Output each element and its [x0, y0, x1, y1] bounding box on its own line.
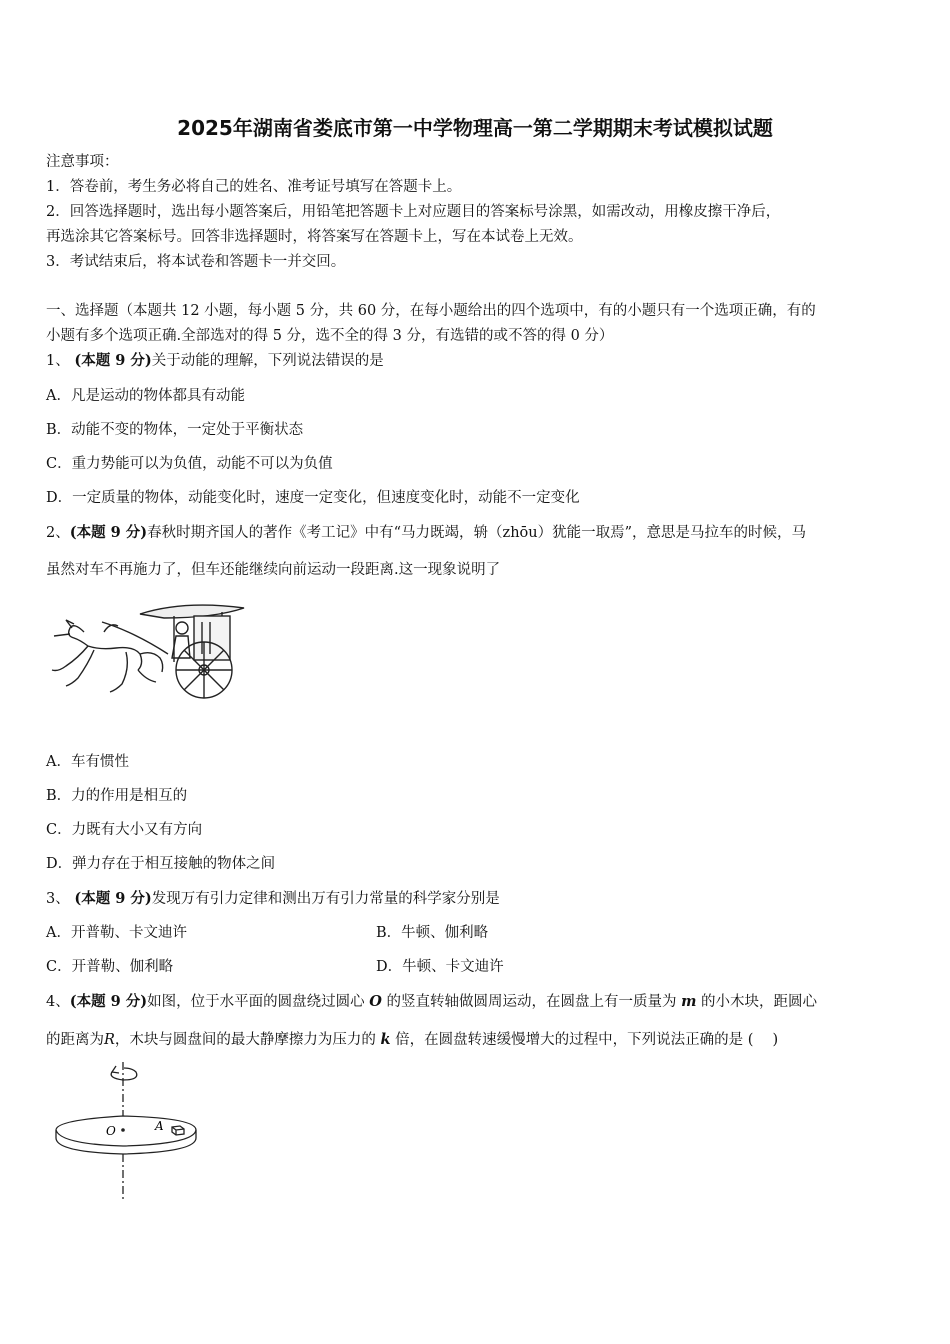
- question-3-stem: [46, 889, 908, 909]
- section-heading-line2: 小题有多个选项正确.全部选对的得 5 分，选不全的得 3 分，有选错的或不答的得 0 分）: [46, 328, 614, 344]
- question-tag: (本题 9 分): [69, 524, 148, 541]
- question-4-stem-line2: [46, 1030, 908, 1050]
- question-1-stem: [46, 351, 908, 371]
- q1-option-a: A．凡是运动的物体都具有动能: [46, 388, 245, 404]
- question-number: 2、: [46, 525, 70, 541]
- variable-k: k: [380, 1031, 391, 1048]
- q1-option-c: C．重力势能可以为负值，动能不可以为负值: [46, 456, 333, 472]
- label-a: A: [155, 1119, 164, 1133]
- question-text: 关于动能的理解，下列说法错误的是: [151, 353, 384, 369]
- horse-chariot-figure: [44, 592, 248, 702]
- page-title: 2025年湖南省娄底市第一中学物理高一第二学期期末考试模拟试题: [177, 116, 773, 140]
- q2-option-d: D．弹力存在于相互接触的物体之间: [46, 856, 276, 872]
- question-number: 4、: [46, 994, 70, 1010]
- question-text: 的距离为: [46, 1032, 104, 1048]
- q1-option-d: D．一定质量的物体，动能变化时，速度一定变化，但速度变化时，动能不一定变化: [46, 490, 580, 506]
- question-text: 倍，在圆盘转速缓慢增大的过程中，下列说法正确的是 ( ): [390, 1032, 779, 1048]
- question-tag: (本题 9 分): [69, 993, 148, 1010]
- variable-m: m: [681, 993, 697, 1010]
- question-4-stem-line1: [46, 992, 908, 1012]
- question-number: 3、: [46, 891, 70, 907]
- question-text: 的竖直转轴做圆周运动，在圆盘上有一质量为: [381, 994, 682, 1010]
- q3-option-d: D．牛顿、卡文迪许: [376, 959, 504, 975]
- question-text: 春秋时期齐国人的著作《考工记》中有“马力既竭，辀（zhōu）犹能一取焉”，意思是马拉车的时候，马: [147, 525, 807, 541]
- notice-item-1: 1．答卷前，考生务必将自己的姓名、准考证号填写在答题卡上。: [46, 179, 462, 195]
- question-2-stem-line1: [46, 523, 908, 543]
- section-heading-line1: 一、选择题（本题共 12 小题，每小题 5 分，共 60 分，在每小题给出的四个选项中，有的小题只有一个选项正确，有的: [46, 303, 816, 319]
- notice-item-2a: 2．回答选择题时，选出每小题答案后，用铅笔把答题卡上对应题目的答案标号涂黑，如需改动，用橡皮擦干净后，: [46, 204, 781, 220]
- question-text: 如图，位于水平面的圆盘绕过圆心: [147, 994, 370, 1010]
- question-text: 的小木块，距圆心: [696, 994, 818, 1010]
- question-2-stem-line2: 虽然对车不再施力了，但车还能继续向前运动一段距离.这一现象说明了: [46, 562, 501, 578]
- label-o: O: [106, 1124, 116, 1138]
- question-text: 发现万有引力定律和测出万有引力常量的科学家分别是: [151, 891, 500, 907]
- variable-r: R: [104, 1032, 115, 1048]
- q3-option-b: B．牛顿、伽利略: [376, 925, 489, 941]
- question-text: ，木块与圆盘间的最大静摩擦力为压力的: [114, 1032, 381, 1048]
- question-tag: (本题 9 分): [74, 352, 152, 369]
- rotating-disc-figure: [50, 1060, 210, 1202]
- question-number: 1、: [46, 353, 70, 369]
- q2-option-a: A．车有惯性: [46, 754, 129, 770]
- q1-option-b: B．动能不变的物体，一定处于平衡状态: [46, 422, 304, 438]
- q2-option-c: C．力既有大小又有方向: [46, 822, 203, 838]
- q3-option-c: C．开普勒、伽利略: [46, 959, 174, 975]
- notice-heading: 注意事项：: [46, 154, 119, 170]
- variable-o: O: [369, 993, 382, 1010]
- notice-item-2b: 再选涂其它答案标号。回答非选择题时，将答案写在答题卡上，写在本试卷上无效。: [46, 229, 583, 245]
- q2-option-b: B．力的作用是相互的: [46, 788, 188, 804]
- q3-option-a: A．开普勒、卡文迪许: [46, 925, 187, 941]
- notice-item-3: 3．考试结束后，将本试卷和答题卡一并交回。: [46, 254, 346, 270]
- question-tag: (本题 9 分): [74, 890, 152, 907]
